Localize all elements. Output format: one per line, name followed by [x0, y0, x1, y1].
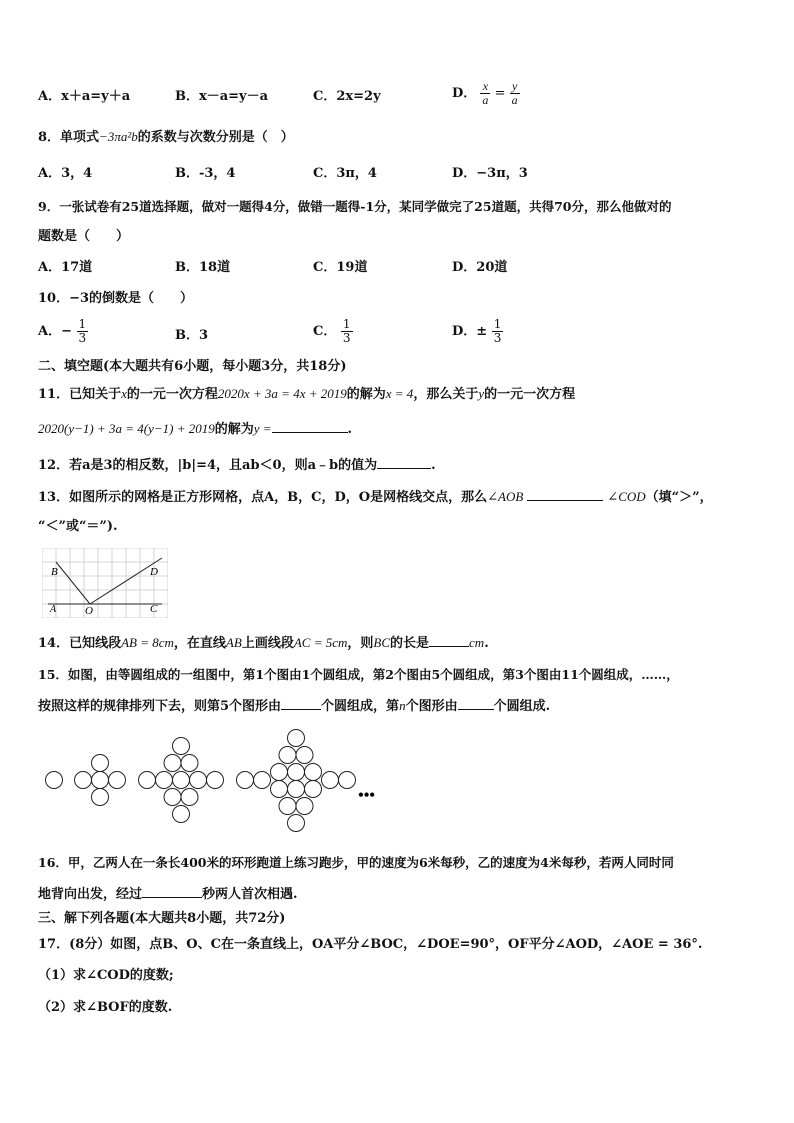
q11-answer-blank[interactable]: [272, 420, 348, 433]
q7-equals: =: [494, 86, 506, 101]
q7-fraction-right: $\frac{y}{a}$: [511, 79, 518, 107]
q12-stem: 12．若a是3的相反数，|b|=4，且ab＜0，则a﹣b的值为 .: [38, 458, 436, 473]
q7-fraction-left: $\frac{x}{a}$: [482, 79, 489, 107]
q7-option-b: B．x－a=y－a: [175, 89, 269, 104]
q15-line2: 按照这样的规律排列下去，则第5个图形由 个圆组成，第n个图形由 个圆组成.: [38, 698, 551, 714]
q9-option-a: A．17道: [38, 260, 93, 275]
q15-answer-blank-1[interactable]: [281, 697, 321, 710]
q13-line1: 13．如图所示的网格是正方形网格，点A，B，C，D，O是网格线交点，那么∠AOB ∠COD（填“＞”，: [38, 489, 713, 505]
figure-4: [237, 730, 356, 832]
q7-option-c: C．2x=2y: [313, 89, 381, 104]
q7-option-a: A．x＋a=y＋a: [38, 89, 131, 104]
q10-stem: 10．−3的倒数是（ ）: [38, 291, 194, 306]
section2-header: 二、填空题(本大题共有6小题，每小题3分，共18分): [38, 359, 347, 374]
label-b: B: [51, 566, 58, 578]
section3-header: 三、解下列各题(本大题共8小题，共72分): [38, 911, 286, 926]
q12-answer-blank[interactable]: [377, 456, 431, 469]
label-c: C: [150, 603, 158, 615]
q8-option-a: A．3，4: [38, 166, 93, 181]
figure-1: [46, 772, 63, 789]
q17-sub2: （2）求∠BOF的度数.: [38, 1000, 173, 1015]
q10-option-b: B．3: [175, 328, 209, 343]
q14-answer-blank[interactable]: [429, 634, 469, 647]
q8-option-b: B．-3，4: [175, 166, 236, 181]
q16-line2: 地背向出发，经过 秒两人首次相遇.: [38, 887, 298, 902]
q15-answer-blank-2[interactable]: [458, 697, 494, 710]
q8-option-d: D．−3π，3: [452, 166, 528, 181]
q14-stem: 14．已知线段AB = 8cm，在直线AB上画线段AC = 5cm，则BC的长是 cm.: [38, 635, 489, 651]
q16-line1: 16．甲，乙两人在一条长400米的环形跑道上练习跑步，甲的速度为6米每秒，乙的速度为4米每秒，若两人同时同: [38, 855, 674, 870]
q9-stem-line2: 题数是（ ）: [38, 229, 130, 244]
q7-option-d: [452, 80, 520, 107]
figure-3: [139, 738, 224, 823]
label-d: D: [150, 566, 158, 578]
q9-option-c: C．19道: [313, 260, 368, 275]
q10-option-c: C． $\frac{1}{3}$: [313, 317, 351, 345]
q17-sub1: （1）求∠COD的度数;: [38, 968, 174, 983]
q17-stem: 17．(8分）如图，点B、O、C在一条直线上，OA平分∠BOC，∠DOE=90°，OF平分∠AOD，∠AOE = 36°.: [38, 937, 703, 952]
q16-answer-blank[interactable]: [142, 885, 202, 898]
q13-grid-figure: [42, 548, 168, 618]
q10-option-a: A．− $\frac{1}{3}$: [38, 317, 87, 345]
q11-line1: 11．已知关于x的一元一次方程2020x + 3a = 4x + 2019的解为x = 4，那么关于y的一元一次方程: [38, 386, 576, 402]
q9-stem-line1: 9．一张试卷有25道选择题，做对一题得4分，做错一题得-1分，某同学做完了25道题，共得70分，那么他做对的: [38, 199, 672, 214]
q7-option-d-prefix: D．: [452, 86, 477, 101]
q9-option-b: B．18道: [175, 260, 231, 275]
ellipsis-dots: •••: [358, 787, 375, 804]
figure-2: [75, 755, 126, 806]
q8-option-c: C．3π，4: [313, 166, 377, 181]
q15-circles-figure: [40, 725, 400, 837]
q13-line2: “＜”或“＝”).: [38, 519, 118, 534]
q15-line1: 15．如图，由等圆组成的一组图中，第1个图由1个圆组成，第2个图由5个圆组成，第3个图由11个圆组成，……，: [38, 667, 679, 682]
q9-option-d: D．20道: [452, 260, 508, 275]
q13-answer-blank[interactable]: [527, 488, 603, 501]
q8-stem: 8．单项式−3πa²b的系数与次数分别是（ ）: [38, 129, 294, 145]
q11-line2: 2020(y−1) + 3a = 4(y−1) + 2019的解为y = .: [38, 421, 353, 437]
ray-ob: [56, 562, 90, 604]
q10-option-d: D．± $\frac{1}{3}$: [452, 317, 502, 345]
label-a: A: [50, 604, 57, 615]
label-o: O: [85, 605, 93, 617]
